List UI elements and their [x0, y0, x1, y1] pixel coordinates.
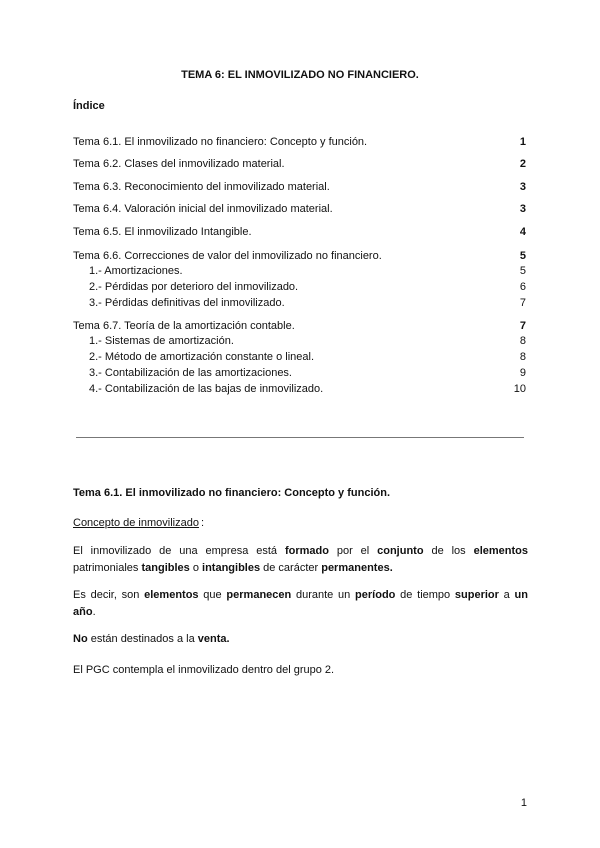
- p2-bold: un año: [73, 589, 528, 618]
- toc-entry[interactable]: [73, 225, 526, 240]
- p1-bold: conjunto: [377, 545, 424, 557]
- p1-bold: intangibles: [202, 562, 261, 574]
- toc-entry-label: 3.- Pérdidas definitivas del inmovilizado.: [89, 297, 285, 309]
- p1-text: de carácter: [260, 562, 322, 574]
- toc-entry[interactable]: [89, 296, 526, 311]
- toc-entry-label: 3.- Contabilización de las amortizaciones.: [89, 367, 292, 379]
- toc-entry-page: 4: [519, 226, 526, 238]
- paragraph-elements: [73, 587, 528, 621]
- toc-entry-page: 7: [519, 297, 526, 309]
- toc-entry-label: 2.- Método de amortización constante o lineal.: [89, 351, 315, 363]
- toc-entry[interactable]: [89, 334, 526, 349]
- p4-text: El PGC contempla el inmovilizado dentro del grupo 2.: [73, 664, 335, 676]
- toc-entry[interactable]: [73, 202, 526, 217]
- paragraph-definition: [73, 543, 528, 577]
- toc-entry-label: Tema 6.1. El inmovilizado no financiero: Concepto y función.: [73, 136, 368, 148]
- document-title: TEMA 6: EL INMOVILIZADO NO FINANCIERO.: [181, 69, 419, 81]
- p1-bold: permanentes.: [321, 562, 393, 574]
- toc-entry-page: 3: [519, 203, 526, 215]
- toc-entry[interactable]: [73, 180, 526, 195]
- p2-text: Es decir, son: [73, 589, 145, 601]
- toc-entry-page: 5: [519, 265, 526, 277]
- toc-entry[interactable]: [89, 366, 526, 381]
- toc-entry-label: 1.- Amortizaciones.: [89, 265, 183, 277]
- p2-bold: elementos: [144, 589, 199, 601]
- p3-bold: venta.: [197, 633, 230, 645]
- toc-entry-page: 10: [513, 383, 526, 395]
- toc-entry[interactable]: [89, 350, 526, 365]
- toc-entry-page: 2: [519, 158, 526, 170]
- toc-entry-label: 4.- Contabilización de las bajas de inmovilizado.: [89, 383, 324, 395]
- toc-entry[interactable]: [73, 249, 526, 264]
- toc-entry-label: Tema 6.4. Valoración inicial del inmovilizado material.: [73, 203, 333, 215]
- p2-bold: superior: [454, 589, 499, 601]
- toc-entry-label: 1.- Sistemas de amortización.: [89, 335, 234, 347]
- p2-text: a: [498, 589, 515, 601]
- concept-heading-text: Concepto de inmovilizado: [73, 517, 199, 529]
- p2-text: de tiempo: [395, 589, 455, 601]
- toc-entry-label: Tema 6.2. Clases del inmovilizado material.: [73, 158, 285, 170]
- toc-entry-page: 7: [519, 320, 526, 332]
- p2-text: que: [198, 589, 227, 601]
- p2-text: durante un: [291, 589, 356, 601]
- toc-entry-label: Tema 6.5. El inmovilizado Intangible.: [73, 226, 252, 238]
- p2-bold: período: [355, 589, 396, 601]
- p2-bold: permanecen: [226, 589, 292, 601]
- p1-text: de los: [423, 545, 474, 557]
- p3-text: están destinados a la: [87, 633, 198, 645]
- toc-entry[interactable]: [89, 382, 526, 397]
- toc-entry-page: 8: [519, 351, 526, 363]
- toc-entry-page: 5: [519, 250, 526, 262]
- p1-text: patrimoniales: [73, 562, 142, 574]
- p3-bold: No: [73, 633, 88, 645]
- toc-entry[interactable]: [89, 264, 526, 279]
- toc-entry-label: Tema 6.3. Reconocimiento del inmovilizado material.: [73, 181, 330, 193]
- p1-text: El inmovilizado de una empresa está: [73, 545, 285, 557]
- toc-entry[interactable]: [73, 135, 526, 150]
- toc-entry-page: 8: [519, 335, 526, 347]
- p2-text: .: [92, 606, 96, 618]
- p1-bold: elementos: [473, 545, 529, 557]
- toc-entry-label: 2.- Pérdidas por deterioro del inmovilizado.: [89, 281, 299, 293]
- toc-entry-label: Tema 6.6. Correcciones de valor del inmovilizado no financiero.: [73, 250, 382, 262]
- index-heading: Índice: [73, 100, 105, 112]
- section-divider: [76, 437, 524, 438]
- toc-entry[interactable]: [89, 280, 526, 295]
- toc-entry[interactable]: [73, 319, 526, 334]
- p1-bold: tangibles: [141, 562, 190, 574]
- toc-entry-label: Tema 6.7. Teoría de la amortización contable.: [73, 320, 295, 332]
- p1-text: o: [189, 562, 203, 574]
- toc-entry-page: 3: [519, 181, 526, 193]
- section-heading: Tema 6.1. El inmovilizado no financiero: Concepto y función.: [73, 487, 391, 499]
- toc-entry-page: 1: [519, 136, 526, 148]
- p1-bold: formado: [284, 545, 329, 557]
- paragraph-not-for-sale: [73, 631, 528, 648]
- concept-heading-suffix: :: [201, 517, 205, 529]
- p1-text: por el: [328, 545, 378, 557]
- paragraph-pgc: [73, 662, 528, 679]
- toc-entry-page: 6: [519, 281, 526, 293]
- toc-entry-page: 9: [519, 367, 526, 379]
- page-number: 1: [520, 797, 527, 809]
- concept-heading: [73, 517, 199, 529]
- toc-entry[interactable]: [73, 157, 526, 172]
